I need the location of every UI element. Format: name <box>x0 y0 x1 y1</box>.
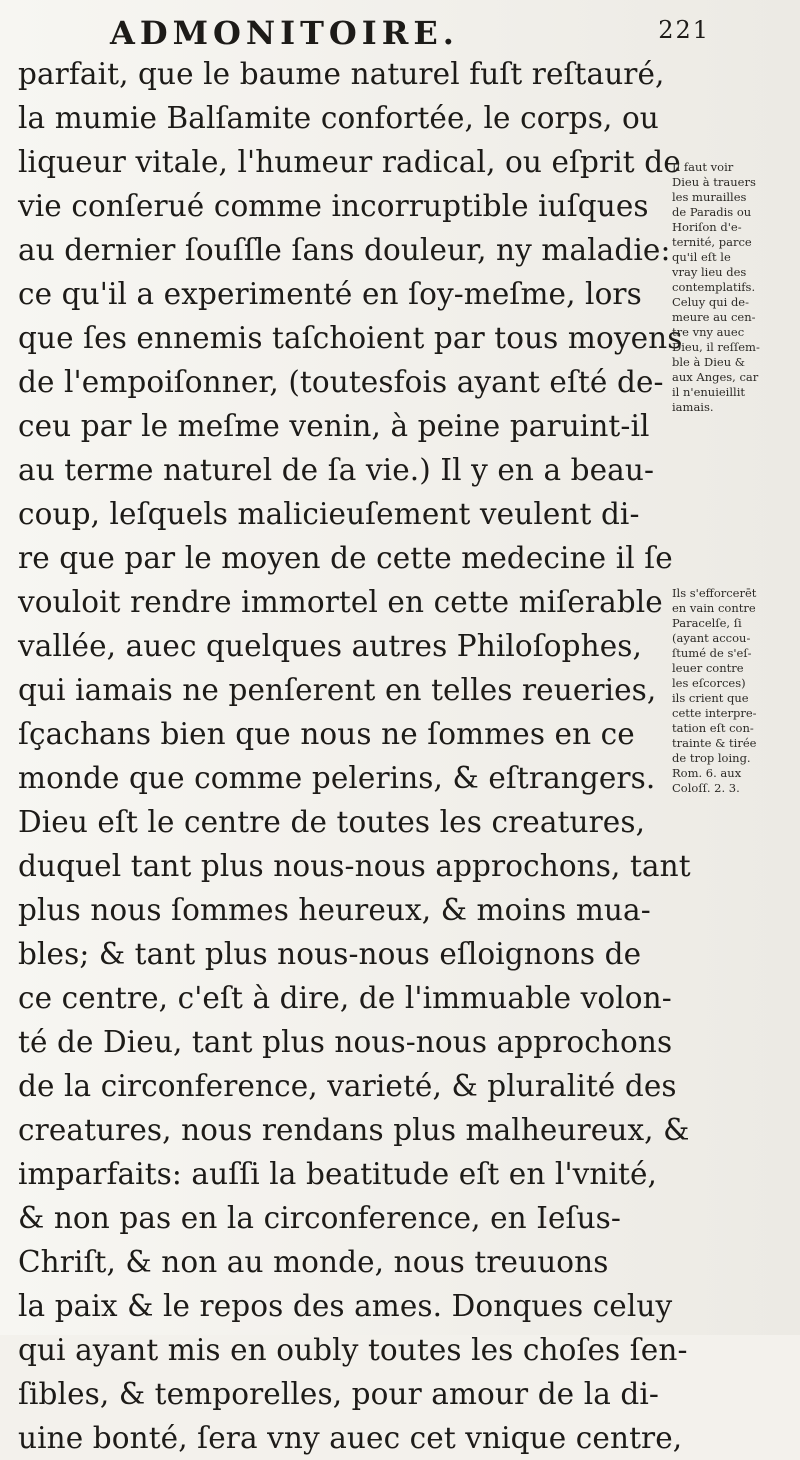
margin-note-line: de Paradis ou <box>672 205 752 219</box>
margin-note-line: ſtumé de s'eſ- <box>672 646 752 660</box>
margin-note-line: Horiſon d'e- <box>672 220 742 234</box>
margin-note-line: cette interpre- <box>672 706 757 720</box>
margin-note-line: Celuy qui de- <box>672 295 749 309</box>
text-line: coup, leſquels malicieuſement veulent di- <box>18 497 640 531</box>
page-number: 221 <box>658 16 710 44</box>
margin-note-line: Il faut voir <box>672 160 734 174</box>
text-line: Dieu eſt le centre de toutes les creatures, <box>18 805 646 839</box>
text-line: que ſes ennemis taſchoient par tous moyens <box>18 321 683 355</box>
margin-note-line: leuer contre <box>672 661 744 675</box>
margin-note-line: ils crient que <box>672 691 749 705</box>
margin-note-line: les murailles <box>672 190 747 204</box>
margin-note-line: (ayant accou- <box>672 631 751 645</box>
text-line: qui ayant mis en oubly toutes les choſes ſen- <box>18 1333 688 1367</box>
text-line: ceu par le meſme venin, à peine paruint-il <box>18 409 650 443</box>
margin-note-line: vray lieu des <box>672 265 747 279</box>
text-line: vallée, auec quelques autres Philoſophes, <box>18 629 643 663</box>
margin-note-line: meure au cen- <box>672 310 756 324</box>
margin-note-line: Dieu, il reſſem- <box>672 340 760 354</box>
text-line: Chriſt, & non au monde, nous treuuons <box>18 1245 609 1279</box>
margin-note-line: ble à Dieu & <box>672 355 746 369</box>
margin-note-line: qu'il eſt le <box>672 250 731 264</box>
margin-note-line: de trop loing. <box>672 751 751 765</box>
text-line: ce qu'il a experimenté en ſoy-meſme, lors <box>18 277 642 311</box>
text-line: vouloit rendre immortel en cette miſerable <box>18 585 663 619</box>
margin-note-line: contemplatifs. <box>672 280 756 294</box>
margin-note-line: trainte & tirée <box>672 736 757 750</box>
text-line: parfait, que le baume naturel fuſt reſtauré, <box>18 57 665 91</box>
main-text-block <box>18 52 691 1460</box>
margin-note-line: ternité, parce <box>672 235 752 249</box>
text-line: liqueur vitale, l'humeur radical, ou eſprit de <box>18 145 681 179</box>
text-line: ſibles, & temporelles, pour amour de la di- <box>18 1377 659 1411</box>
text-line: la mumie Balſamite confortée, le corps, ou <box>18 101 659 135</box>
margin-note-line: iamais. <box>672 400 714 414</box>
running-title: ADMONITOIRE. <box>110 14 459 52</box>
text-line: qui iamais ne penſerent en telles reueries, <box>18 673 657 707</box>
margin-note-line: aux Anges, car <box>672 370 759 384</box>
margin-note-line: tation eſt con- <box>672 721 754 735</box>
text-line: au terme naturel de ſa vie.) Il y en a beau- <box>18 453 655 487</box>
margin-note-line: les eſcorces) <box>672 676 746 690</box>
margin-note-line: Coloſſ. 2. 3. <box>672 781 740 795</box>
margin-note-line: tre vny auec <box>672 325 745 339</box>
margin-note-1 <box>672 160 796 415</box>
text-line: plus nous ſommes heureux, & moins mua- <box>18 893 651 927</box>
text-line: ce centre, c'eſt à dire, de l'immuable volon- <box>18 981 672 1015</box>
text-line: creatures, nous rendans plus malheureux, & <box>18 1113 690 1147</box>
text-line: au dernier ſouſſle ſans douleur, ny maladie: <box>18 233 671 267</box>
text-line: monde que comme pelerins, & eſtrangers. <box>18 761 656 795</box>
margin-note-line: il n'enuieillit <box>672 385 746 399</box>
margin-note-2 <box>672 586 796 796</box>
text-line: de la circonference, varieté, & pluralité des <box>18 1069 677 1103</box>
text-line: ſçachans bien que nous ne ſommes en ce <box>18 717 635 751</box>
text-line: la paix & le repos des ames. Donques celuy <box>18 1289 673 1323</box>
margin-note-line: Paracelſe, ſi <box>672 616 742 630</box>
text-line: & non pas en la circonference, en Ieſus- <box>18 1201 621 1235</box>
text-line: re que par le moyen de cette medecine il ſe <box>18 541 673 575</box>
running-head <box>110 14 710 54</box>
text-line: duquel tant plus nous-nous approchons, tant <box>18 849 691 883</box>
text-line: uine bonté, ſera vny auec cet vnique centre, <box>18 1421 683 1455</box>
margin-note-line: Rom. 6. aux <box>672 766 742 780</box>
margin-note-line: en vain contre <box>672 601 756 615</box>
margin-note-line: Ils s'efforcerēt <box>672 586 757 600</box>
margin-note-line: Dieu à trauers <box>672 175 756 189</box>
text-line: vie conſerué comme incorruptible iuſques <box>18 189 649 223</box>
text-line: de l'empoiſonner, (toutesfois ayant eſté de- <box>18 365 664 399</box>
text-line: bles; & tant plus nous-nous eſloignons de <box>18 937 642 971</box>
text-line: té de Dieu, tant plus nous-nous approchons <box>18 1025 673 1059</box>
text-line: imparfaits: auſſi la beatitude eſt en l'vnité, <box>18 1157 658 1191</box>
